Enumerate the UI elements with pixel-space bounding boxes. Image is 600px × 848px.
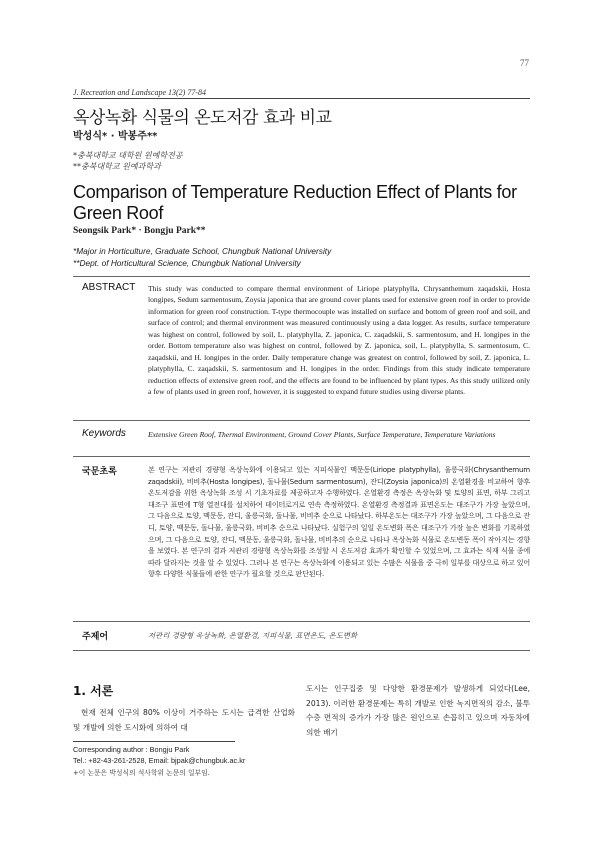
english-affiliation-1: *Major in Horticulture, Graduate School, Chungbuk National University — [73, 246, 332, 256]
thesis-note: +이 논문은 박성식의 석사학위 논문의 일부임. — [73, 769, 210, 777]
introduction-left-text: 현재 전체 인구의 80% 이상이 거주하는 도시는 급격한 산업화 및 개발에 의한 도시화에 의하여 대 — [73, 708, 295, 732]
abstract-label: ABSTRACT — [82, 282, 136, 293]
keywords-text: Extensive Green Roof, Thermal Environment, Ground Cover Plants, Surface Temperature, Temperature Variations — [148, 430, 496, 439]
korean-keywords-text: 저관리 경량형 옥상녹화, 온열환경, 지피식물, 표면온도, 온도변화 — [148, 631, 358, 640]
keywords-label: Keywords — [82, 428, 126, 439]
korean-abstract-top-rule — [73, 456, 530, 457]
korean-affiliation-1: *충북대학교 대학원 원예학전공 — [73, 151, 183, 160]
korean-affiliation-2: **충북대학교 원예과학과 — [73, 162, 161, 171]
korean-authors: 박성식* · 박봉주** — [73, 131, 158, 142]
korean-keywords-label: 주제어 — [82, 632, 109, 642]
korean-abstract-label: 국문초록 — [82, 467, 117, 477]
keywords-top-rule — [73, 420, 530, 421]
footnote-rule — [73, 741, 235, 742]
journal-citation: J. Recreation and Landscape 13(2) 77-84 — [73, 88, 207, 97]
korean-abstract-text: 본 연구는 저관리 경량형 옥상녹화에 이용되고 있는 지피식물인 맥문동(Liriope platyphylla), 울릉국화(Chrysanthemum zaqadskii), 비비추(Hosta longipes), 돌나물(Sedum sarmentosum), 잔디(Zoysia japonica)의 온열환경을 비교하여 향후 온도저감을 위한 옥상녹화 조성 시 기초자료를 제공하고자 수행하였다. 온열환경 측정은 옥상녹화 및 토양의 표면, 하부 그리고 대조구 표면에 T형 열전대를 설치하여 데이터로거로 연속 측정하였다. 온열환경 측정결과 표면온도는 대조구가 가장 높았으며, 그 다음으로 토양, 맥문동, 잔디, 울릉국화, 돌나물, 비비추 순으로 나타났다. 하부온도는 대조구가 가장 높았으며, 그 다음으로 잔디, 토양, 맥문동, 돌나물, 울릉국화, 비비추 순으로 나타났다. 실험구의 일일 온도변화 폭은 대조구가 가장 높은 변화를 기록하였으며, 그 다음으로 토양, 잔디, 맥문동, 울릉국화, 돌나물, 비비추의 순으로 나타나 옥상녹화 식물로 온도변동 폭이 작아지는 경향을 보였다. 본 연구의 결과 저관리 경량형 옥상녹화를 조성할 시 온도저감 효과가 확인할 수 있었으며, 그 효과는 식재 식물 종에 따라 달라지는 것을 알 수 있었다. 그러나 본 연구는 옥상녹화에 이용되고 있는 수많은 식물을 중 극히 일부를 대상으로 하고 있어 향후 다양한 식물들에 관한 연구가 필요할 것으로 판단된다. — [148, 465, 530, 579]
korean-title: 옥상녹화 식물의 온도저감 효과 비교 — [73, 108, 332, 128]
header-rule — [73, 98, 530, 99]
korean-keywords-top-rule — [73, 621, 530, 622]
corresponding-author: Corresponding author : Bongju Park — [73, 745, 190, 754]
english-affiliation-2: **Dept. of Horticultural Science, Chungbuk National University — [73, 258, 301, 268]
abstract-text: This study was conducted to compare thermal environment of Liriope platyphylla, Chrysanthemum zaqadskii, Hosta longipes, Sedum sarmentosum, Zoysia japonica that are ground cover plants used for extensive green roof in order to provide information for green roof construction. T-type thermocouple was installed on surface and bottom of green roof and soil, and surface of control; and thermal environment was measured continuously using a data logger. As results, surface temperature was highest on control, followed by soil, L. platyphylla, Z. japonica, C. zaqadskii, S. sarmentosum, and H. longipes in the order. Bottom temperature also was highest on control, followed by Z. japonica, soil, L. platyphylla, S. sarmentosum, C. zaqadskii, and H. longipes in the order. Daily temperature change was greatest on control, followed by soil, Z. japonica, L. platyphylla, C. zaqadskii, S. sarmentosum and H. longipes in the order. Findings from this study indicate temperature reduction effects of extensive green roof, and the effects are found to be influenced by plant types. As this study utilized only a few of plants used in green roof, however, it is suggested to expand future studies using diverse plants. — [148, 284, 530, 397]
abstract-top-rule — [73, 276, 530, 277]
english-title: Comparison of Temperature Reduction Effect of Plants for Green Roof — [73, 182, 517, 223]
contact-info: Tel.: +82-43-261-2528, Email: bjpak@chungbuk.ac.kr — [73, 756, 246, 765]
introduction-right-text: 도시는 인구집중 및 다양한 환경문제가 발생하게 되었다(Lee, 2013). 이러한 환경문제는 특히 개발로 인한 녹지면적의 감소, 불투수층 면적의 증가가 가장 많은 원인으로 손꼽히고 있으며 자동차에 의한 배기 — [306, 684, 530, 737]
korean-keywords-bottom-rule — [73, 650, 530, 651]
page-number: 77 — [520, 58, 529, 68]
introduction-heading: 1. 서론 — [73, 684, 114, 698]
english-authors: Seongsik Park* · Bongju Park** — [73, 226, 206, 236]
